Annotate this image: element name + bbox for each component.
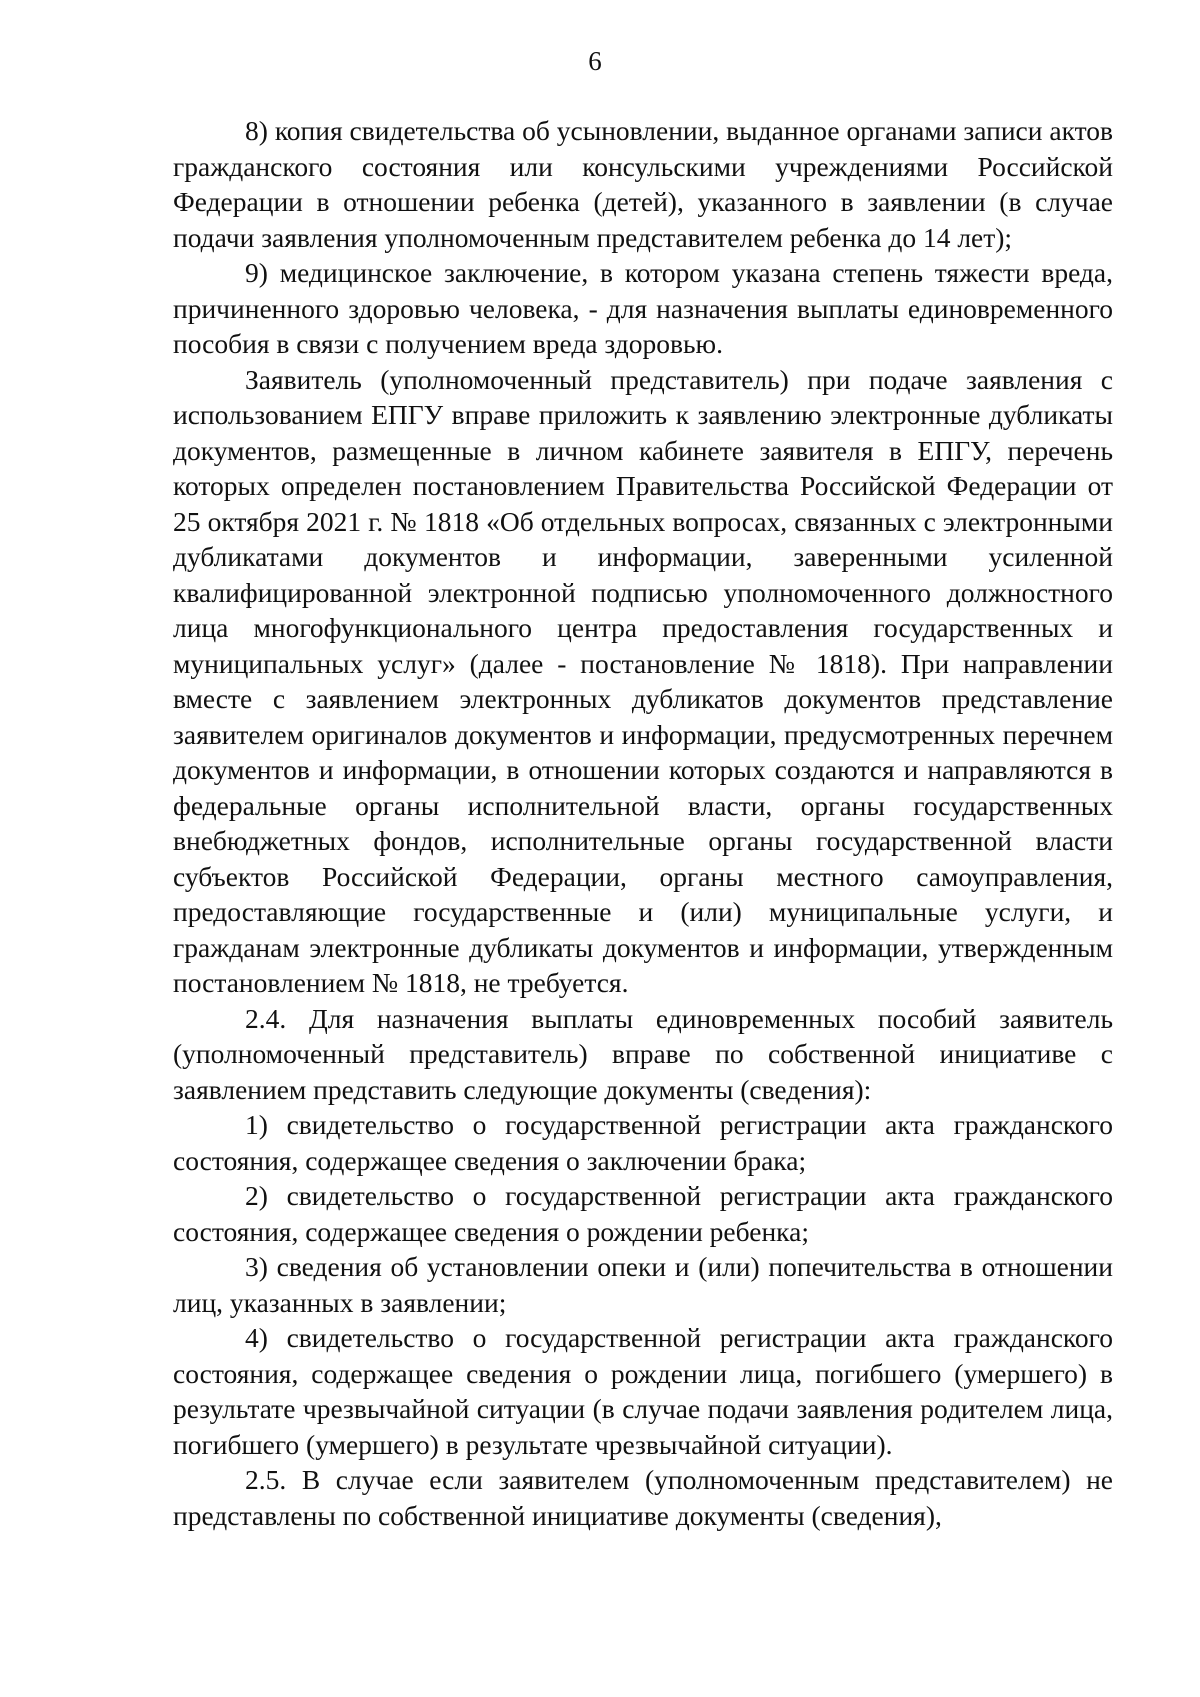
paragraph-electronic-duplicates: Заявитель (уполномоченный представитель) при подаче заявления с использованием ЕПГУ вправе приложить к заявлению электронные дубликаты документов, размещенные в личном кабинете заявителя в ЕПГУ, перечень которых определен постановлением Правительства Российской Федерации от 25 октября 2021 г. № 1818 «Об отдельных вопросах, связанных с электронными дубликатами документов и информации, заверенными усиленной квалифицированной электронной подписью уполномоченного должностного лица многофункционального центра предоставления государственных и муниципальных услуг» (далее - постановление № 1818). При направлении вместе с заявлением электронных дубликатов документов представление заявителем оригиналов документов и информации, предусмотренных перечнем документов и информации, в отношении которых создаются и направляются в федеральные органы исполнительной власти, органы государственных внебюджетных фондов, исполнительные органы государственной власти субъектов Российской Федерации, органы местного самоуправления, предоставляющие государственные и (или) муниципальные услуги, и гражданам электронные дубликаты документов и информации, утвержденным постановлением № 1818, не требуется.	[173, 363, 1113, 998]
list-item-4: 4) свидетельство о государственной регистрации акта гражданского состояния, содержащее сведения о рождении лица, погибшего (умершего) в результате чрезвычайной ситуации (в случае подачи заявления родителем лица, погибшего (умершего) в результате чрезвычайной ситуации).	[173, 1322, 1113, 1460]
list-item-1: 1) свидетельство о государственной регистрации акта гражданского состояния, содержащее сведения о заключении брака;	[173, 1109, 1113, 1176]
document-body	[173, 113, 1113, 1533]
page-number: 6	[588, 46, 602, 76]
list-item-3: 3) сведения об установлении опеки и (или) попечительства в отношении лиц, указанных в заявлении;	[173, 1251, 1113, 1318]
list-item-2: 2) свидетельство о государственной регистрации акта гражданского состояния, содержащее сведения о рождении ребенка;	[173, 1180, 1113, 1247]
list-item-9: 9) медицинское заключение, в котором указана степень тяжести вреда, причиненного здоровью человека, - для назначения выплаты единовременного пособия в связи с получением вреда здоровью.	[173, 257, 1113, 359]
list-item-8: 8) копия свидетельства об усыновлении, выданное органами записи актов гражданского состояния или консульскими учреждениями Российской Федерации в отношении ребенка (детей), указанного в заявлении (в случае подачи заявления уполномоченным представителем ребенка до 14 лет);	[173, 115, 1113, 253]
section-2-5: 2.5. В случае если заявителем (уполномоченным представителем) не представлены по собственной инициативе документы (сведения),	[173, 1464, 1113, 1531]
section-2-4: 2.4. Для назначения выплаты единовременных пособий заявитель (уполномоченный представитель) вправе по собственной инициативе с заявлением представить следующие документы (сведения):	[173, 1002, 1113, 1105]
